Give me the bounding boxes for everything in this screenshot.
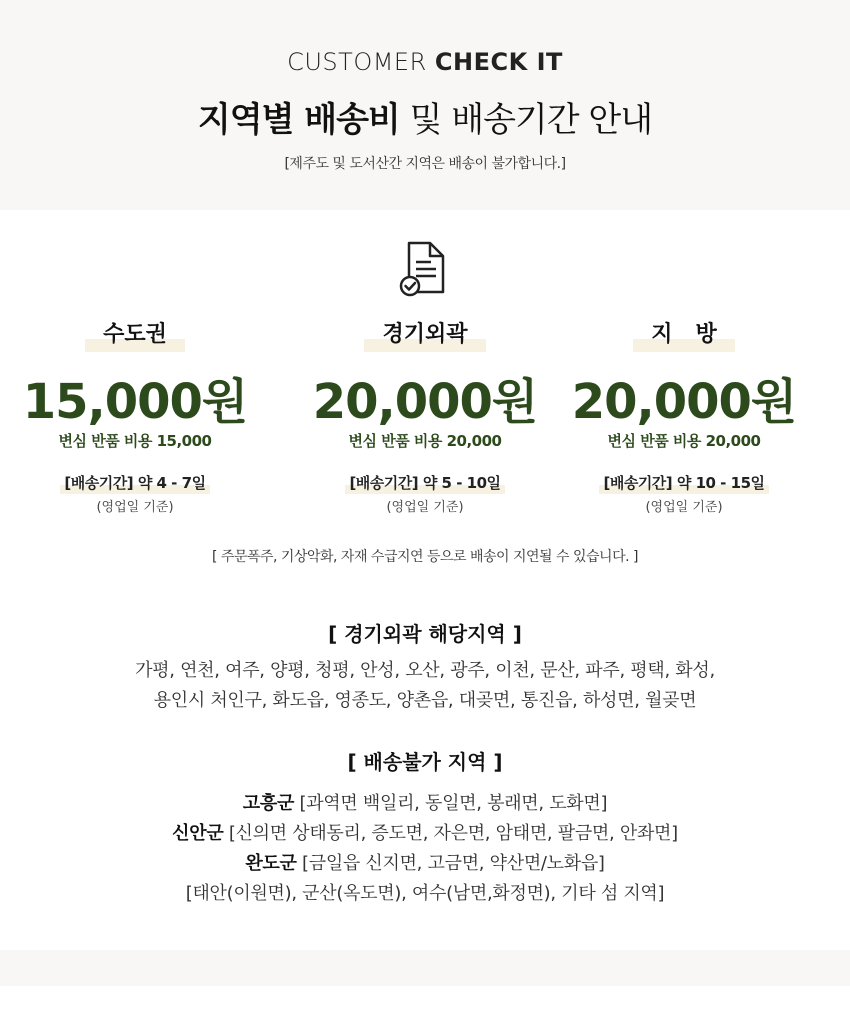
- outer-area-line: 용인시 처인구, 화도읍, 영종도, 양촌읍, 대곶면, 통진읍, 하성면, 월곶면: [153, 690, 697, 711]
- no-delivery-title: [ 배송불가 지역 ]: [347, 750, 503, 774]
- zone-delivery-period: [배송기간] 약 4 - 7일: [60, 472, 209, 494]
- no-delivery-row: [0, 849, 850, 879]
- eyebrow-heading: [0, 48, 850, 76]
- zone-region-label: 경기외곽: [364, 318, 485, 352]
- zone-period-basis: (영업일 기준): [386, 500, 464, 515]
- county-detail: [과역면 백일리, 동일면, 봉래면, 도화면]: [299, 793, 608, 814]
- zone-price: 15,000원: [22, 374, 248, 430]
- zone-period-basis: (영업일 기준): [645, 500, 723, 515]
- outer-area-list: [0, 656, 850, 716]
- outer-area-title: [ 경기외곽 해당지역 ]: [328, 622, 522, 646]
- zone-capital: [5, 318, 265, 518]
- zone-provinces: [554, 318, 814, 518]
- county-name: 고흥군: [242, 793, 295, 814]
- zone-region-label: 지 방: [633, 318, 734, 352]
- county-name: 신안군: [172, 823, 224, 844]
- document-check-icon: [399, 240, 447, 298]
- header-note: [제주도 및 도서산간 지역은 배송이 불가합니다.]: [284, 156, 566, 172]
- no-delivery-list: [0, 789, 850, 909]
- zone-period-basis: (영업일 기준): [96, 500, 174, 515]
- county-detail: [금일읍 신지면, 고금면, 약산면/노화읍]: [302, 853, 605, 874]
- zone-delivery-period: [배송기간] 약 10 - 15일: [599, 472, 768, 494]
- page-title: [0, 92, 850, 141]
- zone-refund-cost: 변심 반품 비용 15,000: [58, 432, 212, 450]
- zone-refund-cost: 변심 반품 비용 20,000: [348, 432, 502, 450]
- no-delivery-row: [0, 789, 850, 819]
- county-detail: [신의면 상태동리, 증도면, 자은면, 암태면, 팔금면, 안좌면]: [228, 823, 678, 844]
- zone-region-label: 수도권: [85, 318, 185, 352]
- page-title-bold: 지역별 배송비: [197, 100, 400, 140]
- header-section: [0, 0, 850, 210]
- zone-delivery-period: [배송기간] 약 5 - 10일: [345, 472, 504, 494]
- delay-notice: [ 주문폭주, 기상악화, 자재 수급지연 등으로 배송이 지연될 수 있습니다. ]: [212, 549, 638, 565]
- zone-price: 20,000원: [571, 374, 797, 430]
- no-delivery-row: [0, 819, 850, 849]
- eyebrow-bold: CHECK IT: [434, 48, 563, 76]
- zone-gyeonggi-outer: [295, 318, 555, 518]
- page-title-normal: 및 배송기간 안내: [409, 100, 653, 140]
- footer-band: [0, 950, 850, 986]
- no-delivery-other: [태안(이원면), 군산(옥도면), 여수(남면,화정면), 기타 섬 지역]: [185, 883, 665, 904]
- county-name: 완도군: [245, 853, 297, 874]
- zone-refund-cost: 변심 반품 비용 20,000: [607, 432, 761, 450]
- outer-area-line: 가평, 연천, 여주, 양평, 청평, 안성, 오산, 광주, 이천, 문산, 파주, 평택, 화성,: [135, 660, 715, 681]
- zone-price: 20,000원: [312, 374, 538, 430]
- eyebrow-light: CUSTOMER: [287, 48, 427, 76]
